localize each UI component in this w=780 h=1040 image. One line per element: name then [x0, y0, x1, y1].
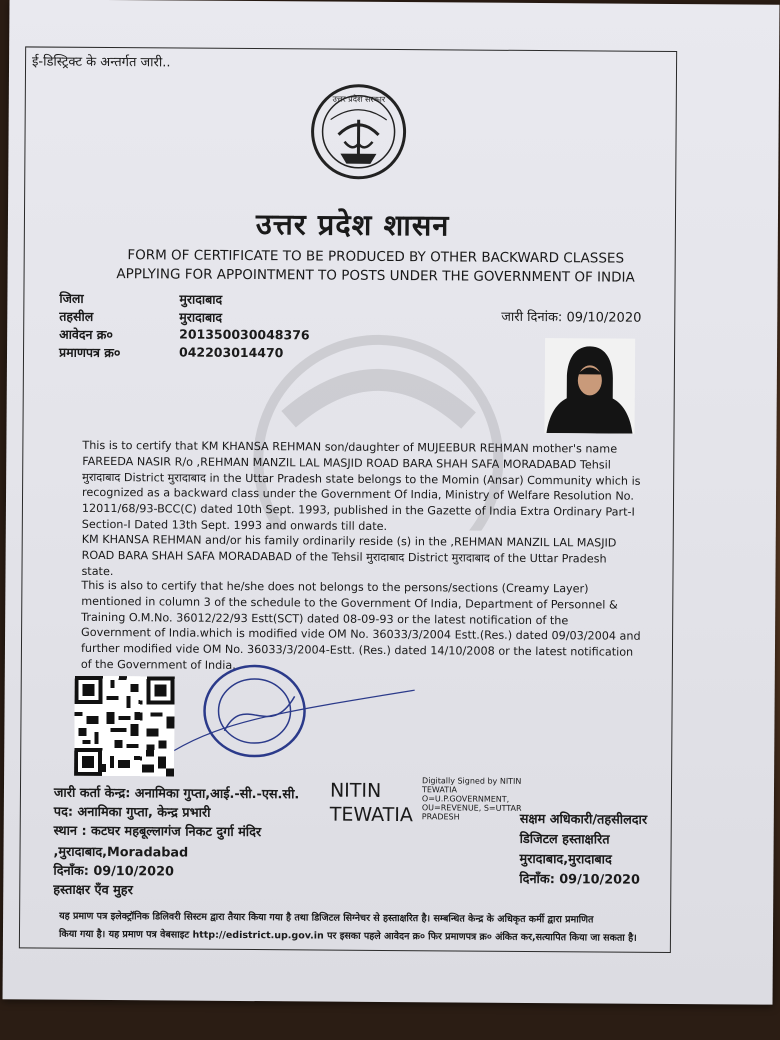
authority-location: मुरादाबाद,मुरादाबाद — [519, 851, 612, 868]
certificate-number-label: प्रमाणपत्र क्र० — [58, 344, 121, 361]
qr-code-icon[interactable] — [74, 676, 175, 777]
certificate-paper — [3, 0, 780, 1005]
digitally-signed-label: डिजिटल हस्ताक्षरित — [519, 831, 610, 848]
district-label: जिला — [59, 290, 84, 306]
issuer-designation: पद: अनामिका गुप्ता, केन्द्र प्रभारी — [53, 804, 211, 821]
emblem-text: उत्तर प्रदेश सरकार — [332, 94, 386, 104]
certificate-paragraph-2: KM KHANSA REHMAN and/or his family ordinarily reside (s) in the ,REHMAN MANZIL LAL MASJID ROAD BARA SHAH SAFA MORADABAD of the Tehsil मुरादाबाद District मुरादाबाद of the Uttar Pradesh state. — [81, 532, 617, 578]
authority-date: दिनाँक: 09/10/2020 — [519, 871, 640, 888]
page-title: उत्तर प्रदेश शासन — [255, 207, 450, 243]
signer-name-first: NITIN — [329, 779, 382, 802]
applicant-photo-icon — [544, 338, 635, 434]
district-value: मुरादाबाद — [179, 291, 223, 307]
application-number-value: 201350030048376 — [179, 326, 310, 343]
applicant-photo — [544, 338, 635, 434]
certificate-paragraph-1: This is to certify that KM KHANSA REHMAN son/daughter of MUJEEBUR REHMAN mother's name FAREEDA NASIR R/o ,REHMAN MANZIL LAL MASJID ROAD BARA SHAH SAFA MORADABAD Tehsil मुरादाबाद District मुरादाबाद in the Uttar Pradesh state belongs to the Momin (Ansar) Community which is recognized as a backward class under the Government Of India, Ministry of Welfare Resolution No. 12011/68/93-BCC(C) dated 10th Sept. 1993, published in the Gazette of India Extra Ordinary Part-I Section-I Dated 13th Sept. 1993 and onwards till date. — [81, 438, 641, 533]
digital-signature-details: Digitally Signed by NITIN TEWATIA O=U.P.GOVERNMENT, OU=REVENUE, S=UTTAR PRADESH — [421, 776, 522, 822]
issuer-city: ,मुरादाबाद,Moradabad — [53, 844, 189, 861]
application-number-label: आवेदन क्र० — [59, 326, 113, 343]
signer-name-last: TEWATIA — [329, 803, 413, 827]
certificate-number-value: 042203014470 — [178, 344, 284, 361]
form-title-line-1: FORM OF CERTIFICATE TO BE PRODUCED BY OTHER BACKWARD CLASSES — [127, 247, 625, 267]
form-title-line-2: APPLYING FOR APPOINTMENT TO POSTS UNDER THE GOVERNMENT OF INDIA — [116, 266, 635, 286]
tehsil-label: तहसील — [59, 308, 94, 324]
issuer-date: दिनाँक: 09/10/2020 — [53, 863, 174, 880]
issuer-location: स्थान : कटघर महबूल्लागंज निकट दुर्गा मंदिर — [53, 823, 262, 841]
tehsil-value: मुरादाबाद — [179, 309, 223, 325]
signature-stroke-icon — [164, 680, 425, 762]
competent-authority: सक्षम अधिकारी/तहसीलदार — [519, 811, 648, 828]
footer-note-line-1: यह प्रमाण पत्र इलेक्ट्रॉनिक डिलिवरी सिस्टम द्वारा तैयार किया गया है तथा डिजिटल सिग्नेचर से हस्ताक्षरित है। सम्बन्धित केन्द्र के अधिकृत कर्मी द्वारा प्रमाणित — [59, 910, 594, 926]
issue-date: जारी दिनांक: 09/10/2020 — [501, 309, 642, 326]
footer-note-line-2: किया गया है। यह प्रमाण पत्र वेबसाइट http://edistrict.up.gov.in पर इसका पहले आवेदन क्र० फिर प्रमाणपत्र क्र० अंकित कर,सत्यापित किया जा सकता है। — [58, 928, 637, 944]
up-government-emblem-icon — [308, 79, 409, 188]
signature-and-seal-label: हस्ताक्षर एँव मुहर — [53, 882, 133, 899]
issuing-center: जारी कर्ता केन्द्र: अनामिका गुप्ता,आई.-सी.-एस.सी. — [53, 785, 300, 803]
issued-under-header: ई-डिस्ट्रिक्ट के अन्तर्गत जारी.. — [32, 54, 171, 71]
certificate-paragraph-3: This is also to certify that he/she does not belongs to the persons/sections (Creamy Layer) mentioned in column 3 of the schedule to the Government Of India, Department of Personnel & Training O.M.No. 36012/22/93 Estt(SCT) dated 08-09-93 or the latest notification of the Government of India.which is modified vide OM No. 36033/3/2004 Estt.(Res.) dated 09/03/2004 and further modified vide OM No. 36033/3/2004-Estt. (Res.) dated 14/10/2008 or the latest notification of the Government of India. — [80, 578, 641, 672]
